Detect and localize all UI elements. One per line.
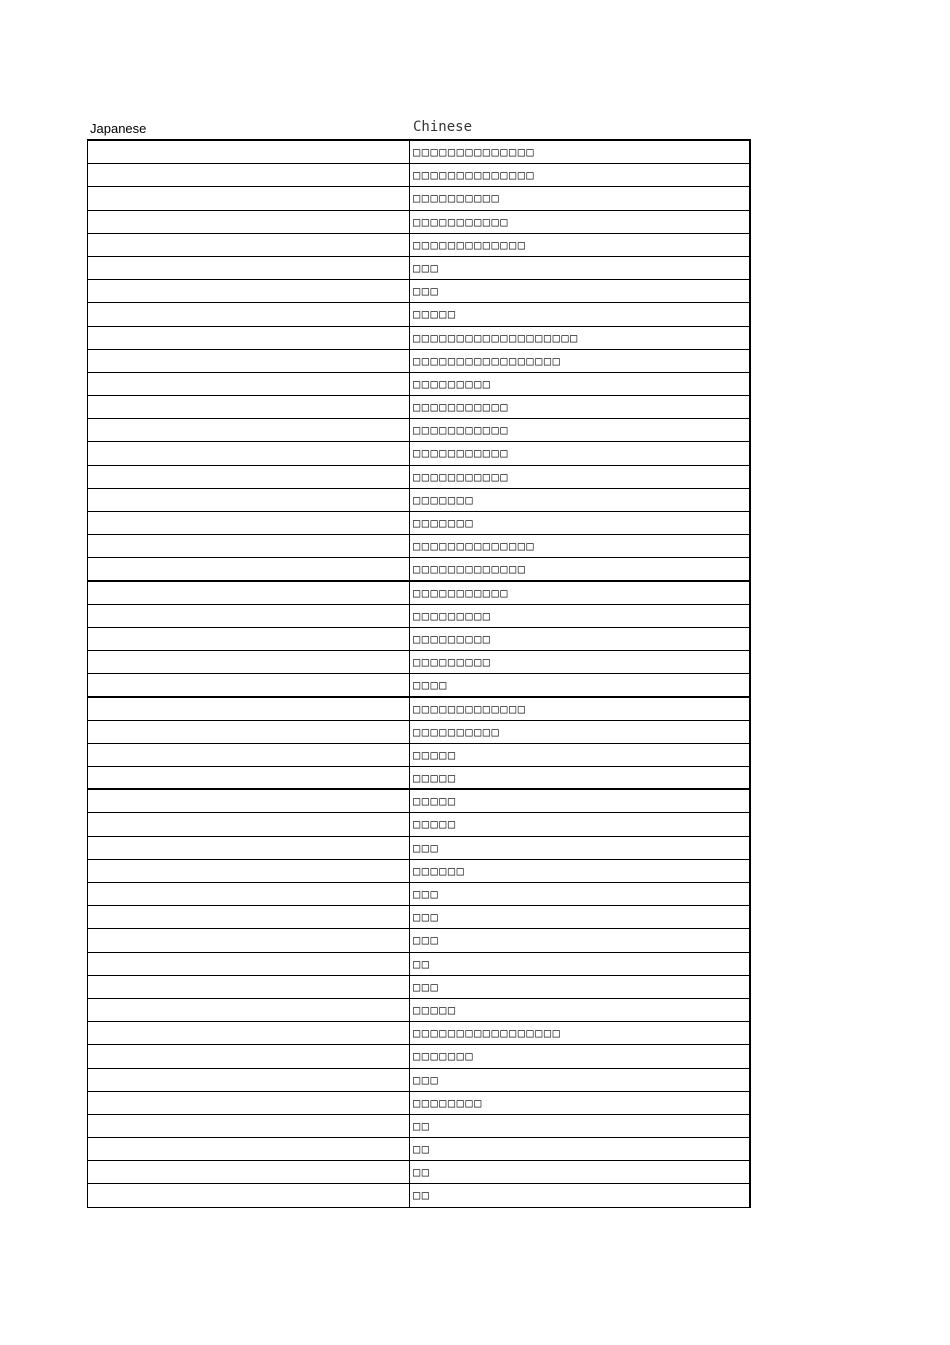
japanese-cell — [88, 744, 410, 766]
table-row — [88, 442, 749, 465]
table-row — [88, 651, 749, 674]
japanese-cell — [88, 141, 410, 163]
japanese-cell — [88, 350, 410, 372]
japanese-cell — [88, 535, 410, 557]
chinese-cell: □□□ — [413, 933, 440, 948]
chinese-cell: □□□ — [413, 260, 440, 275]
chinese-cell: □□□□□□□□□□□ — [413, 446, 509, 461]
table-row — [88, 1115, 749, 1138]
japanese-cell — [88, 674, 410, 695]
japanese-cell — [88, 976, 410, 998]
table-row — [88, 535, 749, 558]
chinese-cell: □□□ — [413, 1072, 440, 1087]
table-row — [88, 1184, 749, 1207]
table-row — [88, 906, 749, 929]
chinese-cell: □□□ — [413, 284, 440, 299]
table-row — [88, 187, 749, 210]
table-row — [88, 744, 749, 767]
table-row — [88, 257, 749, 280]
table-row — [88, 582, 749, 605]
translation-table — [87, 139, 751, 1208]
japanese-cell — [88, 605, 410, 627]
chinese-cell: □□□□□□□□□□□ — [413, 585, 509, 600]
table-row — [88, 373, 749, 396]
chinese-cell: □□□□□□□□□□□□□□ — [413, 168, 536, 183]
japanese-cell — [88, 164, 410, 186]
chinese-cell: □□ — [413, 1188, 431, 1203]
chinese-cell: □□□ — [413, 840, 440, 855]
chinese-cell: □□□□□□ — [413, 863, 466, 878]
chinese-cell: □□□□□□□ — [413, 492, 475, 507]
japanese-cell — [88, 1092, 410, 1114]
table-row — [88, 837, 749, 860]
japanese-cell — [88, 327, 410, 349]
japanese-cell — [88, 1161, 410, 1183]
japanese-cell — [88, 187, 410, 209]
japanese-cell — [88, 234, 410, 256]
chinese-cell: □□□□□ — [413, 817, 457, 832]
chinese-cell: □□□□□ — [413, 307, 457, 322]
japanese-cell — [88, 953, 410, 975]
japanese-cell — [88, 651, 410, 673]
japanese-cell — [88, 999, 410, 1021]
japanese-cell — [88, 1069, 410, 1091]
japanese-cell — [88, 883, 410, 905]
japanese-cell — [88, 211, 410, 233]
japanese-cell — [88, 929, 410, 951]
table-row — [88, 605, 749, 628]
chinese-cell: □□□□□□□□□□□□□ — [413, 701, 527, 716]
japanese-cell — [88, 442, 410, 464]
chinese-cell: □□□□□□□□□□ — [413, 724, 501, 739]
table-row — [88, 860, 749, 883]
japanese-cell — [88, 558, 410, 579]
table-row — [88, 1161, 749, 1184]
table-row — [88, 953, 749, 976]
japanese-cell — [88, 419, 410, 441]
chinese-cell: □□□ — [413, 887, 440, 901]
table-row — [88, 698, 749, 721]
table-row — [88, 1045, 749, 1068]
table-row — [88, 1092, 749, 1115]
japanese-cell — [88, 721, 410, 743]
chinese-cell: □□□□□□□ — [413, 516, 475, 530]
table-row — [88, 211, 749, 234]
table-row — [88, 1022, 749, 1045]
chinese-cell: □□□□□□□□□□□ — [413, 214, 509, 229]
japanese-cell — [88, 466, 410, 488]
chinese-cell: □□□□□□□□□□□ — [413, 400, 509, 415]
table-row — [88, 327, 749, 350]
chinese-cell: □□□□□□□□□□ — [413, 191, 501, 206]
table-row — [88, 466, 749, 489]
chinese-cell: □□□□□□□□□ — [413, 608, 492, 623]
table-row — [88, 489, 749, 512]
table-row — [88, 883, 749, 906]
chinese-cell: □□□□□□□□□□□□□□ — [413, 145, 536, 159]
japanese-cell — [88, 582, 410, 604]
chinese-cell: □□□□□□□□□□□□□□□□□□□ — [413, 330, 579, 345]
japanese-cell — [88, 396, 410, 418]
japanese-cell — [88, 1022, 410, 1044]
japanese-cell — [88, 512, 410, 534]
column-header-japanese: Japanese — [90, 121, 147, 136]
table-row — [88, 419, 749, 442]
table-row — [88, 558, 749, 581]
chinese-cell: □□□□□□□□□□□□□□□□□ — [413, 1026, 562, 1041]
japanese-cell — [88, 1138, 410, 1160]
chinese-cell: □□□□□ — [413, 794, 457, 809]
chinese-cell: □□□□□ — [413, 1002, 457, 1017]
table-row — [88, 350, 749, 373]
table-row — [88, 976, 749, 999]
table-row — [88, 234, 749, 257]
chinese-cell: □□□□□□□□□ — [413, 655, 492, 670]
table-row — [88, 790, 749, 813]
table-row — [88, 303, 749, 326]
japanese-cell — [88, 860, 410, 882]
table-row — [88, 999, 749, 1022]
japanese-cell — [88, 813, 410, 835]
japanese-cell — [88, 489, 410, 511]
table-row — [88, 280, 749, 303]
chinese-cell: □□□□□□□□□□□□□ — [413, 237, 527, 252]
japanese-cell — [88, 280, 410, 302]
japanese-cell — [88, 1045, 410, 1067]
chinese-cell: □□□□□□□□□□□ — [413, 469, 509, 484]
chinese-cell: □□□□□□□ — [413, 1049, 475, 1064]
column-header-chinese: Chinese — [413, 119, 473, 135]
chinese-cell: □□□□□□□□ — [413, 1095, 483, 1110]
japanese-cell — [88, 1184, 410, 1206]
japanese-cell — [88, 767, 410, 788]
table-row — [88, 396, 749, 419]
japanese-cell — [88, 837, 410, 859]
table-row — [88, 929, 749, 952]
table-header — [87, 119, 749, 139]
chinese-cell: □□ — [413, 956, 431, 971]
table-row — [88, 674, 749, 697]
table-row — [88, 1069, 749, 1092]
japanese-cell — [88, 1115, 410, 1137]
chinese-cell: □□□□□ — [413, 747, 457, 762]
japanese-cell — [88, 790, 410, 812]
chinese-cell: □□□□□□□□□□□□□ — [413, 562, 527, 577]
japanese-cell — [88, 906, 410, 928]
chinese-cell: □□□□□□□□□□□□□□□□□ — [413, 353, 562, 368]
table-row — [88, 628, 749, 651]
chinese-cell: □□□□□ — [413, 771, 457, 786]
table-row — [88, 512, 749, 535]
chinese-cell: □□ — [413, 1142, 431, 1157]
japanese-cell — [88, 303, 410, 325]
japanese-cell — [88, 698, 410, 720]
table-row — [88, 164, 749, 187]
japanese-cell — [88, 373, 410, 395]
chinese-cell: □□□ — [413, 979, 440, 994]
chinese-cell: □□□□□□□□□ — [413, 631, 492, 646]
japanese-cell — [88, 628, 410, 650]
table-row — [88, 141, 749, 164]
chinese-cell: □□□ — [413, 910, 440, 925]
table-row — [88, 1138, 749, 1161]
chinese-cell: □□□□□□□□□□□ — [413, 423, 509, 438]
japanese-cell — [88, 257, 410, 279]
chinese-cell: □□ — [413, 1118, 431, 1133]
table-row — [88, 721, 749, 744]
chinese-cell: □□□□□□□□□□□□□□ — [413, 539, 536, 554]
table-row — [88, 767, 749, 790]
table-row — [88, 813, 749, 836]
chinese-cell: □□□□□□□□□ — [413, 376, 492, 391]
chinese-cell: □□□□ — [413, 678, 448, 693]
chinese-cell: □□ — [413, 1165, 431, 1180]
